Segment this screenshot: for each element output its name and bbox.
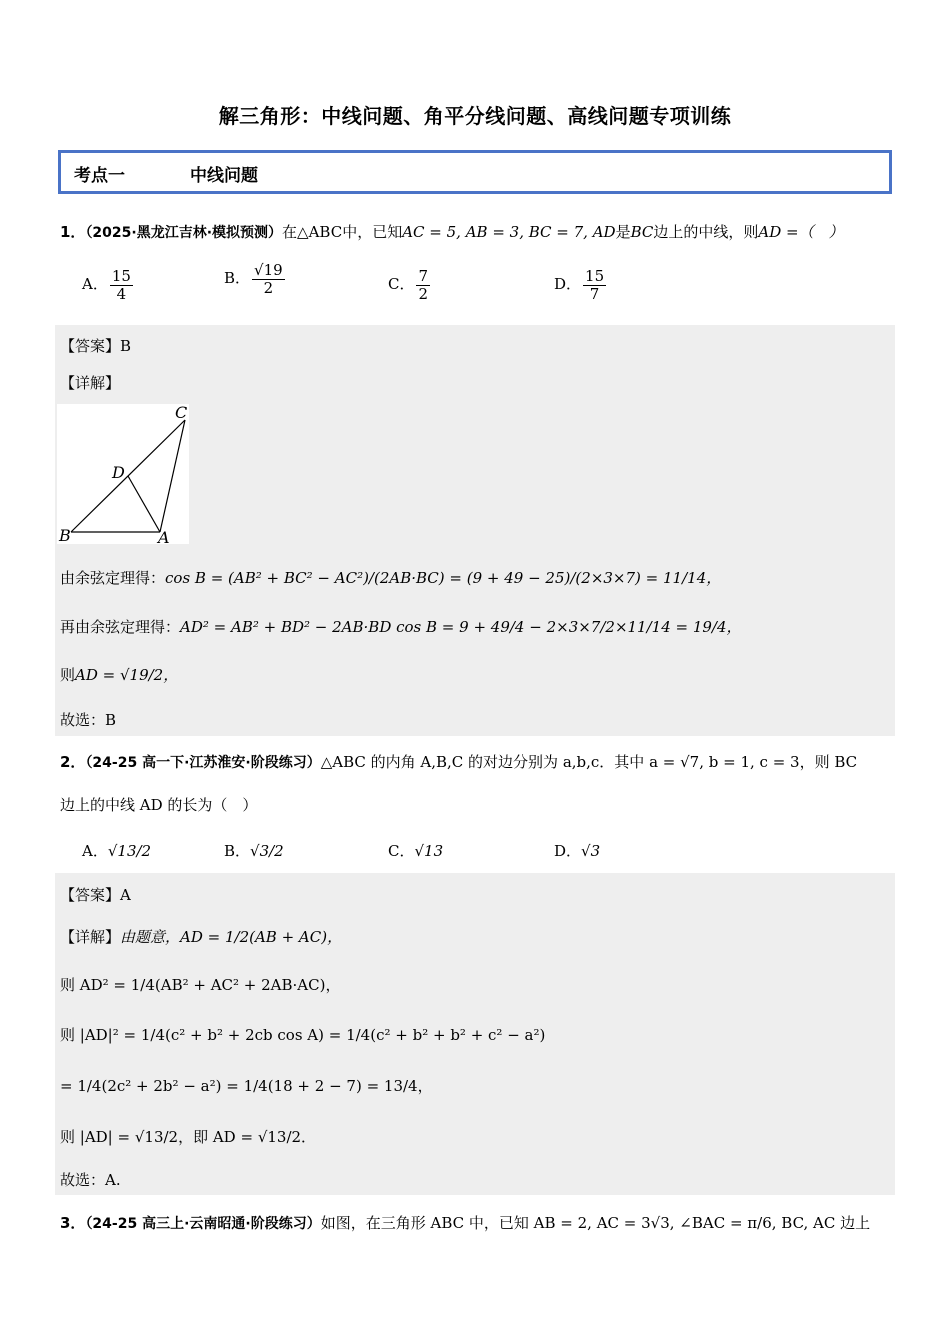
question-3-source: （24-25 高三上·云南昭通·阶段练习） [85,1216,321,1232]
q1-option-a: A． $\frac{15}{4}$ [82,267,131,303]
q1-step-3: 则AD = √19/2， [60,666,179,684]
page-title: 解三角形：中线问题、角平分线问题、高线问题专项训练 [218,104,732,128]
q1-step-1: 由余弦定理得：cos B = (AB² + BC² − AC²)/(2AB·BC) = (9 + 49 − 25)/(2×3×7) = 11/14， [60,569,722,587]
q2-step-2: 则 AD² = 1/4(AB² + AC² + 2AB·AC)， [60,976,341,994]
q1-option-d: D． $\frac{15}{7}$ [554,267,605,303]
question-3-stem: 3．（24-25 高三上·云南昭通·阶段练习）如图，在三角形 ABC 中，已知 AB = 2, AC = 3√3, ∠BAC = π/6, BC, AC 边上 [60,1214,871,1232]
label-d: D [112,463,125,482]
q1-option-b: B． $\frac{√19}{2}$ [224,261,283,297]
label-c: C [175,404,188,422]
question-2-stem: 2．（24-25 高一下·江苏淮安·阶段练习）△ABC 的内角 A,B,C 的对边分别为 a,b,c．其中 a = √7, b = 1, c = 3，则 BC [60,753,858,771]
section-header-box [58,150,892,194]
question-1-source: （2025·黑龙江吉林·模拟预测） [85,225,283,241]
q1-detail-label: 【详解】 [60,374,121,392]
question-2-source: （24-25 高一下·江苏淮安·阶段练习） [85,755,321,771]
q2-step-1: 【详解】由题意，AD = 1/2(AB + AC)， [60,928,343,946]
section-name: 中线问题 [190,166,258,186]
triangle-figure [57,404,189,544]
q2-step-5: 则 |AD| = √13/2，即 AD = √13/2． [60,1128,317,1146]
question-3-number: 3． [60,1214,86,1232]
q2-step-4: = 1/4(2c² + 2b² − a²) = 1/4(18 + 2 − 7) = 13/4， [60,1077,433,1095]
question-1-stem: 1．（2025·黑龙江吉林·模拟预测）在△ABC中，已知AC = 5, AB = 3, BC = 7, AD是BC边上的中线，则AD =（ ） [60,223,844,241]
question-2-number: 2． [60,753,86,771]
section-label: 考点一 [74,166,125,186]
q2-option-c: C．√13 [388,842,444,860]
question-2-stem-cont: 边上的中线 AD 的长为（ ） [60,796,258,814]
q1-conclusion: 故选：B [60,711,117,729]
question-1-number: 1． [60,223,86,241]
q2-option-b: B．√3/2 [224,842,284,860]
q2-answer: 【答案】A [60,886,131,904]
q2-step-3: 则 |AD|² = 1/4(c² + b² + 2cb cos A) = 1/4(c² + b² + b² + c² − a²) [60,1026,546,1044]
q2-option-d: D．√3 [554,842,601,860]
q1-option-c: C． $\frac{7}{2}$ [388,267,429,303]
q2-conclusion: 故选：A. [60,1171,121,1189]
label-a: A [158,528,170,544]
label-b: B [59,526,71,544]
q1-answer: 【答案】B [60,337,132,355]
q1-step-2: 再由余弦定理得：AD² = AB² + BD² − 2AB·BD cos B = 9 + 49/4 − 2×3×7/2×11/14 = 19/4， [60,618,742,636]
q2-option-a: A．√13/2 [82,842,152,860]
